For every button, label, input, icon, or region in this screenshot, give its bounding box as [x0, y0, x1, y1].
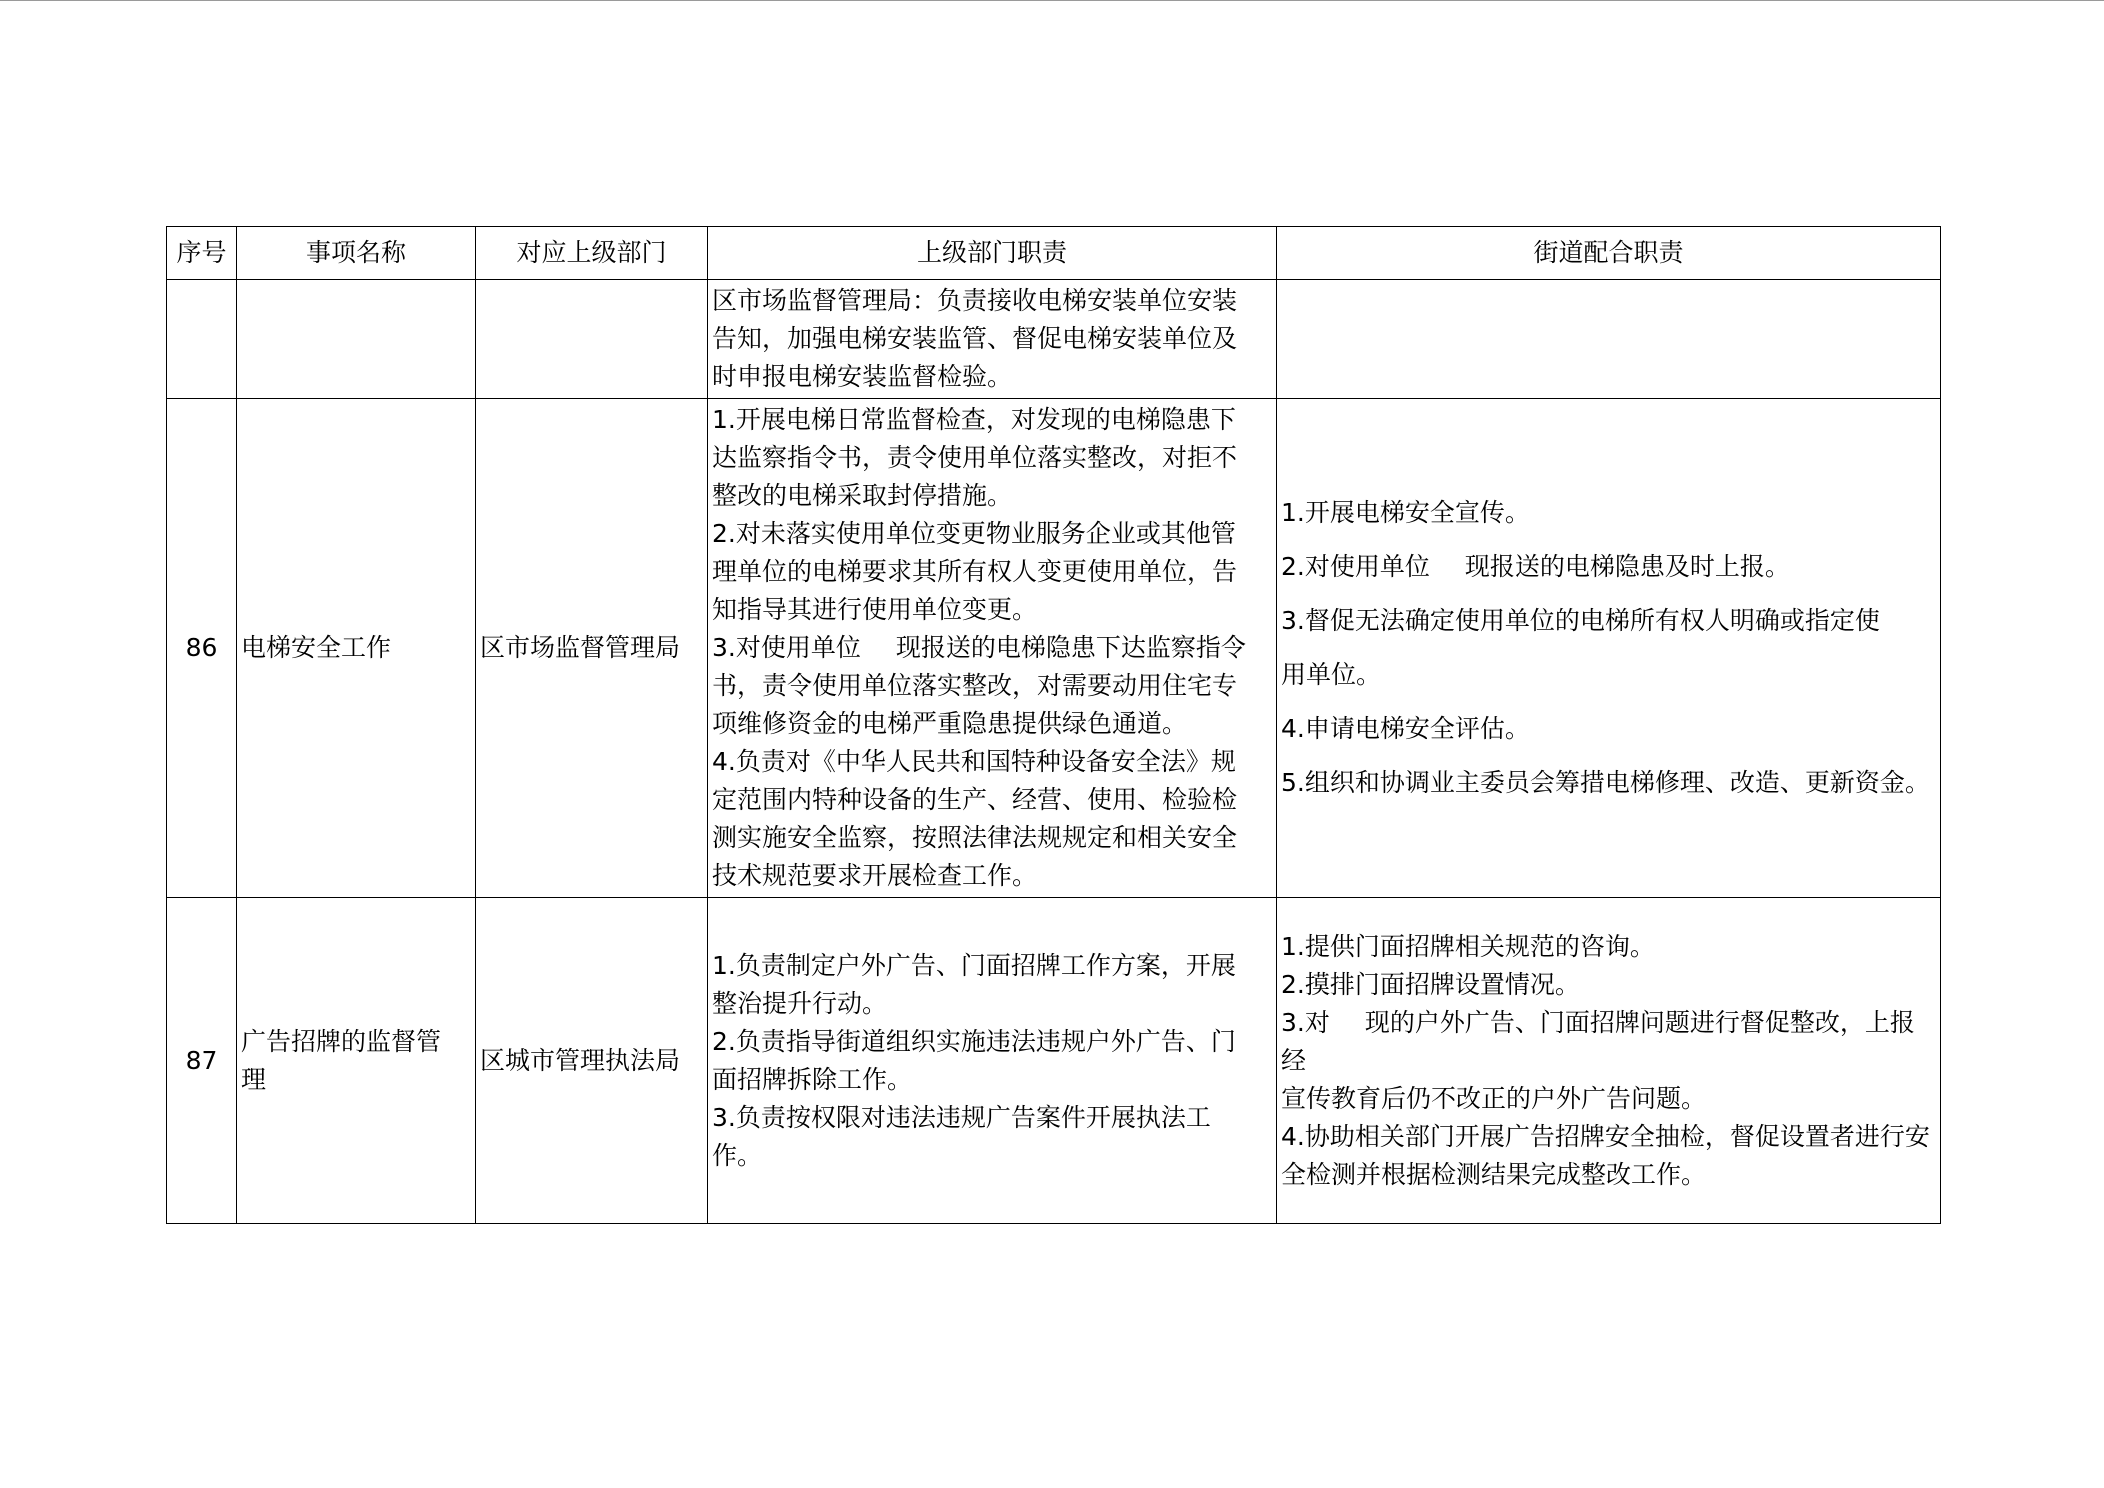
text-line: 测实施安全监察，按照法律法规规定和相关安全	[712, 823, 1238, 852]
cell-upper-dept: 区市场监督管理局	[476, 399, 708, 898]
text-line: 4.申请电梯安全评估。	[1281, 714, 1530, 743]
text-fragment: 3.对使用单位	[712, 633, 861, 662]
cell-upper-dept: 区城市管理执法局	[476, 898, 708, 1224]
text-line: 全检测并根据检测结果完成整改工作。	[1281, 1159, 1707, 1189]
text-line: 理单位的电梯要求其所有权人变更使用单位，告	[712, 557, 1238, 586]
text-line: 3.督促无法确定使用单位的电梯所有权人明确或指定使	[1281, 606, 1880, 635]
cell-item-name	[237, 898, 476, 1224]
cell-street-duty	[1277, 280, 1941, 399]
text-line: 5.组织和协调业主委员会筹措电梯修理、改造、更新资金。	[1281, 768, 1930, 797]
text-line: 知指导其进行使用单位变更。	[712, 595, 1038, 624]
text-line: 作。	[712, 1140, 763, 1170]
table-header-row	[167, 227, 1941, 280]
cell-no: 86	[167, 399, 237, 898]
text-line: 3.负责按权限对违法违规广告案件开展执法工	[712, 1102, 1211, 1132]
text-line: 整改的电梯采取封停措施。	[712, 481, 1013, 510]
text-fragment: 现报送的电梯隐患及时上报。	[1464, 552, 1790, 581]
text-line: 达监察指令书，责令使用单位落实整改，对拒不	[712, 443, 1238, 472]
table-row	[167, 898, 1941, 1224]
text-line: 2.摸排门面招牌设置情况。	[1281, 969, 1580, 999]
text-line	[712, 629, 1272, 667]
text-line: 广告招牌的监督管	[241, 1026, 442, 1056]
cell-street-duty	[1277, 898, 1941, 1224]
text-fragment: 现的户外广告、门面招牌问题进行督促整改，上报经	[1281, 1007, 1915, 1075]
cell-no	[167, 280, 237, 399]
text-line: 4.协助相关部门开展广告招牌安全抽检，督促设置者进行安	[1281, 1121, 1930, 1151]
cell-upper-duty	[708, 399, 1277, 898]
text-fragment: 2.对使用单位	[1281, 552, 1430, 581]
text-line	[1281, 540, 1936, 594]
cell-no: 87	[167, 898, 237, 1224]
cell-upper-duty	[708, 898, 1277, 1224]
text-line	[1281, 1004, 1936, 1080]
header-item-name: 事项名称	[237, 227, 476, 280]
text-line: 区市场监督管理局：负责接收电梯安装单位安装	[712, 286, 1238, 315]
header-street-duty: 街道配合职责	[1277, 227, 1941, 280]
text-line: 1.开展电梯日常监督检查，对发现的电梯隐患下	[712, 405, 1236, 434]
cell-upper-duty	[708, 280, 1277, 399]
header-upper-duty: 上级部门职责	[708, 227, 1277, 280]
text-line: 面招牌拆除工作。	[712, 1064, 913, 1094]
table-row	[167, 399, 1941, 898]
header-no: 序号	[167, 227, 237, 280]
text-line: 1.开展电梯安全宣传。	[1281, 498, 1530, 527]
text-line: 定范围内特种设备的生产、经营、使用、检验检	[712, 785, 1238, 814]
cell-upper-dept	[476, 280, 708, 399]
text-fragment: 现报送的电梯隐患下达监察指令	[895, 633, 1246, 662]
text-line: 宣传教育后仍不改正的户外广告问题。	[1281, 1083, 1707, 1113]
header-upper-dept: 对应上级部门	[476, 227, 708, 280]
text-line: 技术规范要求开展检查工作。	[712, 861, 1038, 890]
text-line: 整治提升行动。	[712, 988, 888, 1018]
text-fragment: 3.对	[1281, 1007, 1330, 1037]
text-line: 4.负责对《中华人民共和国特种设备安全法》规	[712, 747, 1236, 776]
text-line: 理	[241, 1064, 267, 1094]
table-row	[167, 280, 1941, 399]
cell-street-duty	[1277, 399, 1941, 898]
text-line: 2.对未落实使用单位变更物业服务企业或其他管	[712, 519, 1236, 548]
text-line: 2.负责指导街道组织实施违法违规户外广告、门	[712, 1026, 1236, 1056]
cell-item-name: 电梯安全工作	[237, 399, 476, 898]
text-line: 书，责令使用单位落实整改，对需要动用住宅专	[712, 671, 1238, 700]
text-line: 1.提供门面招牌相关规范的咨询。	[1281, 931, 1655, 961]
duty-table	[166, 226, 1941, 1224]
cell-item-name	[237, 280, 476, 399]
text-line: 项维修资金的电梯严重隐患提供绿色通道。	[712, 709, 1188, 738]
text-line: 告知，加强电梯安装监管、督促电梯安装单位及	[712, 324, 1238, 353]
text-line: 1.负责制定户外广告、门面招牌工作方案，开展	[712, 950, 1236, 980]
text-line: 时申报电梯安装监督检验。	[712, 362, 1013, 391]
text-line: 用单位。	[1281, 660, 1382, 689]
